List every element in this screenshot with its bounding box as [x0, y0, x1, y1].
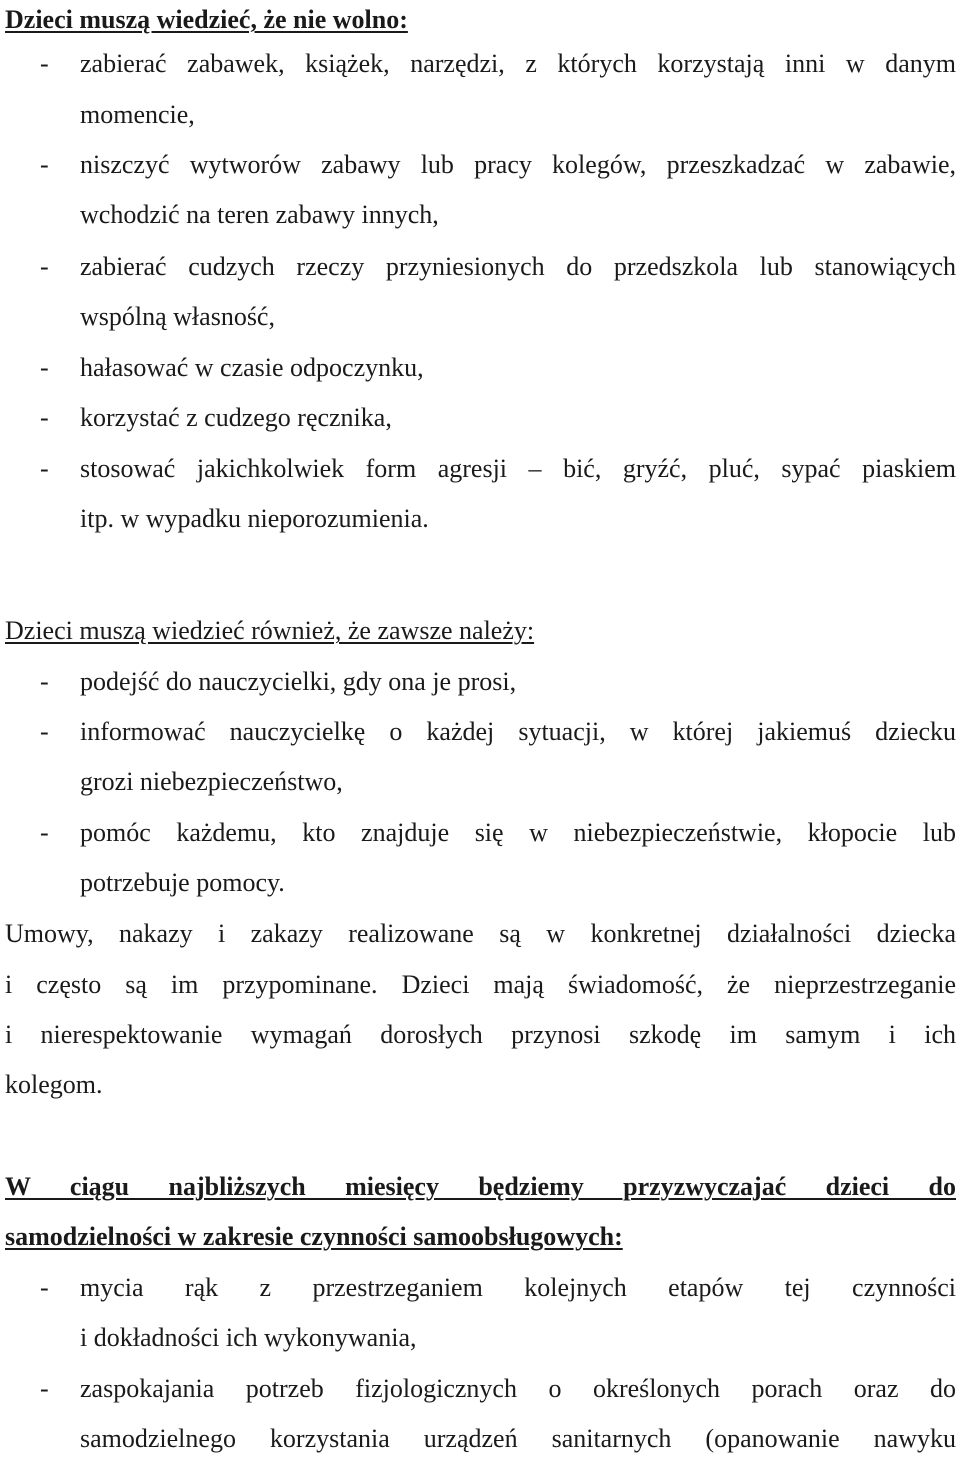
paragraph-text: Umowy, nakazy i zakazy realizowane są w konkretnej działalności dziecka: [5, 919, 956, 948]
list-item-continuation: [0, 90, 960, 140]
list-item-text: mycia rąk z przestrzeganiem kolejnych etapów tej czynności: [80, 1273, 956, 1302]
list-dash: -: [40, 717, 49, 746]
list-dash: -: [40, 454, 49, 483]
list-item: [0, 657, 960, 707]
heading-text: Dzieci muszą wiedzieć również, że zawsze należy:: [5, 616, 535, 645]
list-item-text: zaspokajania potrzeb fizjologicznych o określonych porach oraz do: [80, 1374, 956, 1403]
paragraph-text: i często są im przypominane. Dzieci mają świadomość, że nieprzestrzeganie: [5, 970, 956, 999]
list-dash: -: [40, 150, 49, 179]
list-dash: -: [40, 818, 49, 847]
list-item-text: pomóc każdemu, kto znajduje się w niebezpieczeństwie, kłopocie lub: [80, 818, 956, 847]
list-item-text: korzystać z cudzego ręcznika,: [80, 403, 392, 432]
paragraph-line: [0, 960, 960, 1010]
list-item: [0, 393, 960, 443]
list-item-continuation: [0, 494, 960, 544]
list-item-text: momencie,: [80, 100, 195, 129]
list-item-continuation: [0, 1414, 960, 1464]
list-item-continuation: [0, 292, 960, 342]
list-item-continuation: [0, 190, 960, 240]
list-item-text: wspólną własność,: [80, 302, 275, 331]
list-item-continuation: [0, 858, 960, 908]
list-item-text: wchodzić na teren zabawy innych,: [80, 200, 439, 229]
list-item: [0, 1364, 960, 1414]
paragraph-line: [0, 1060, 960, 1110]
list-dash: -: [40, 49, 49, 78]
section-heading-continuation: [0, 1212, 960, 1262]
list-dash: -: [40, 403, 49, 432]
list-dash: -: [40, 252, 49, 281]
list-item-text: itp. w wypadku nieporozumienia.: [80, 504, 429, 533]
list-item-text: potrzebuje pomocy.: [80, 868, 285, 897]
list-item: [0, 140, 960, 190]
paragraph-text: i nierespektowanie wymagań dorosłych przynosi szkodę im samym i ich: [5, 1020, 956, 1049]
paragraph-line: [0, 909, 960, 959]
list-item-text: zabierać cudzych rzeczy przyniesionych do przedszkola lub stanowiących: [80, 252, 956, 281]
heading-text: Dzieci muszą wiedzieć, że nie wolno:: [5, 5, 408, 34]
list-item-text: hałasować w czasie odpoczynku,: [80, 353, 424, 382]
section-heading: [0, 606, 960, 656]
paragraph-line: [0, 1010, 960, 1060]
list-dash: -: [40, 667, 49, 696]
list-item: [0, 808, 960, 858]
list-item: [0, 343, 960, 393]
list-item-text: podejść do nauczycielki, gdy ona je prosi,: [80, 667, 517, 696]
list-item: [0, 242, 960, 292]
list-item-continuation: [0, 1313, 960, 1363]
list-item: [0, 444, 960, 494]
list-item-text: informować nauczycielkę o każdej sytuacji, w której jakiemuś dziecku: [80, 717, 956, 746]
paragraph-text: kolegom.: [5, 1070, 103, 1099]
list-dash: -: [40, 353, 49, 382]
list-item-text: samodzielnego korzystania urządzeń sanitarnych (opanowanie nawyku: [80, 1424, 956, 1453]
list-dash: -: [40, 1273, 49, 1302]
list-item-text: stosować jakichkolwiek form agresji – bić, gryźć, pluć, sypać piaskiem: [80, 454, 956, 483]
list-item-text: zabierać zabawek, książek, narzędzi, z których korzystają inni w danym: [80, 49, 956, 78]
list-item: [0, 39, 960, 89]
heading-text: W ciągu najbliższych miesięcy będziemy przyzwyczajać dzieci do: [5, 1172, 956, 1201]
list-item: [0, 1263, 960, 1313]
list-item-text: i dokładności ich wykonywania,: [80, 1323, 417, 1352]
heading-text: samodzielności w zakresie czynności samoobsługowych:: [5, 1222, 623, 1251]
list-item-continuation: [0, 757, 960, 807]
list-dash: -: [40, 1374, 49, 1403]
list-item-text: niszczyć wytworów zabawy lub pracy kolegów, przeszkadzać w zabawie,: [80, 150, 956, 179]
section-heading: [0, 1162, 960, 1212]
list-item: [0, 707, 960, 757]
list-item-text: grozi niebezpieczeństwo,: [80, 767, 343, 796]
